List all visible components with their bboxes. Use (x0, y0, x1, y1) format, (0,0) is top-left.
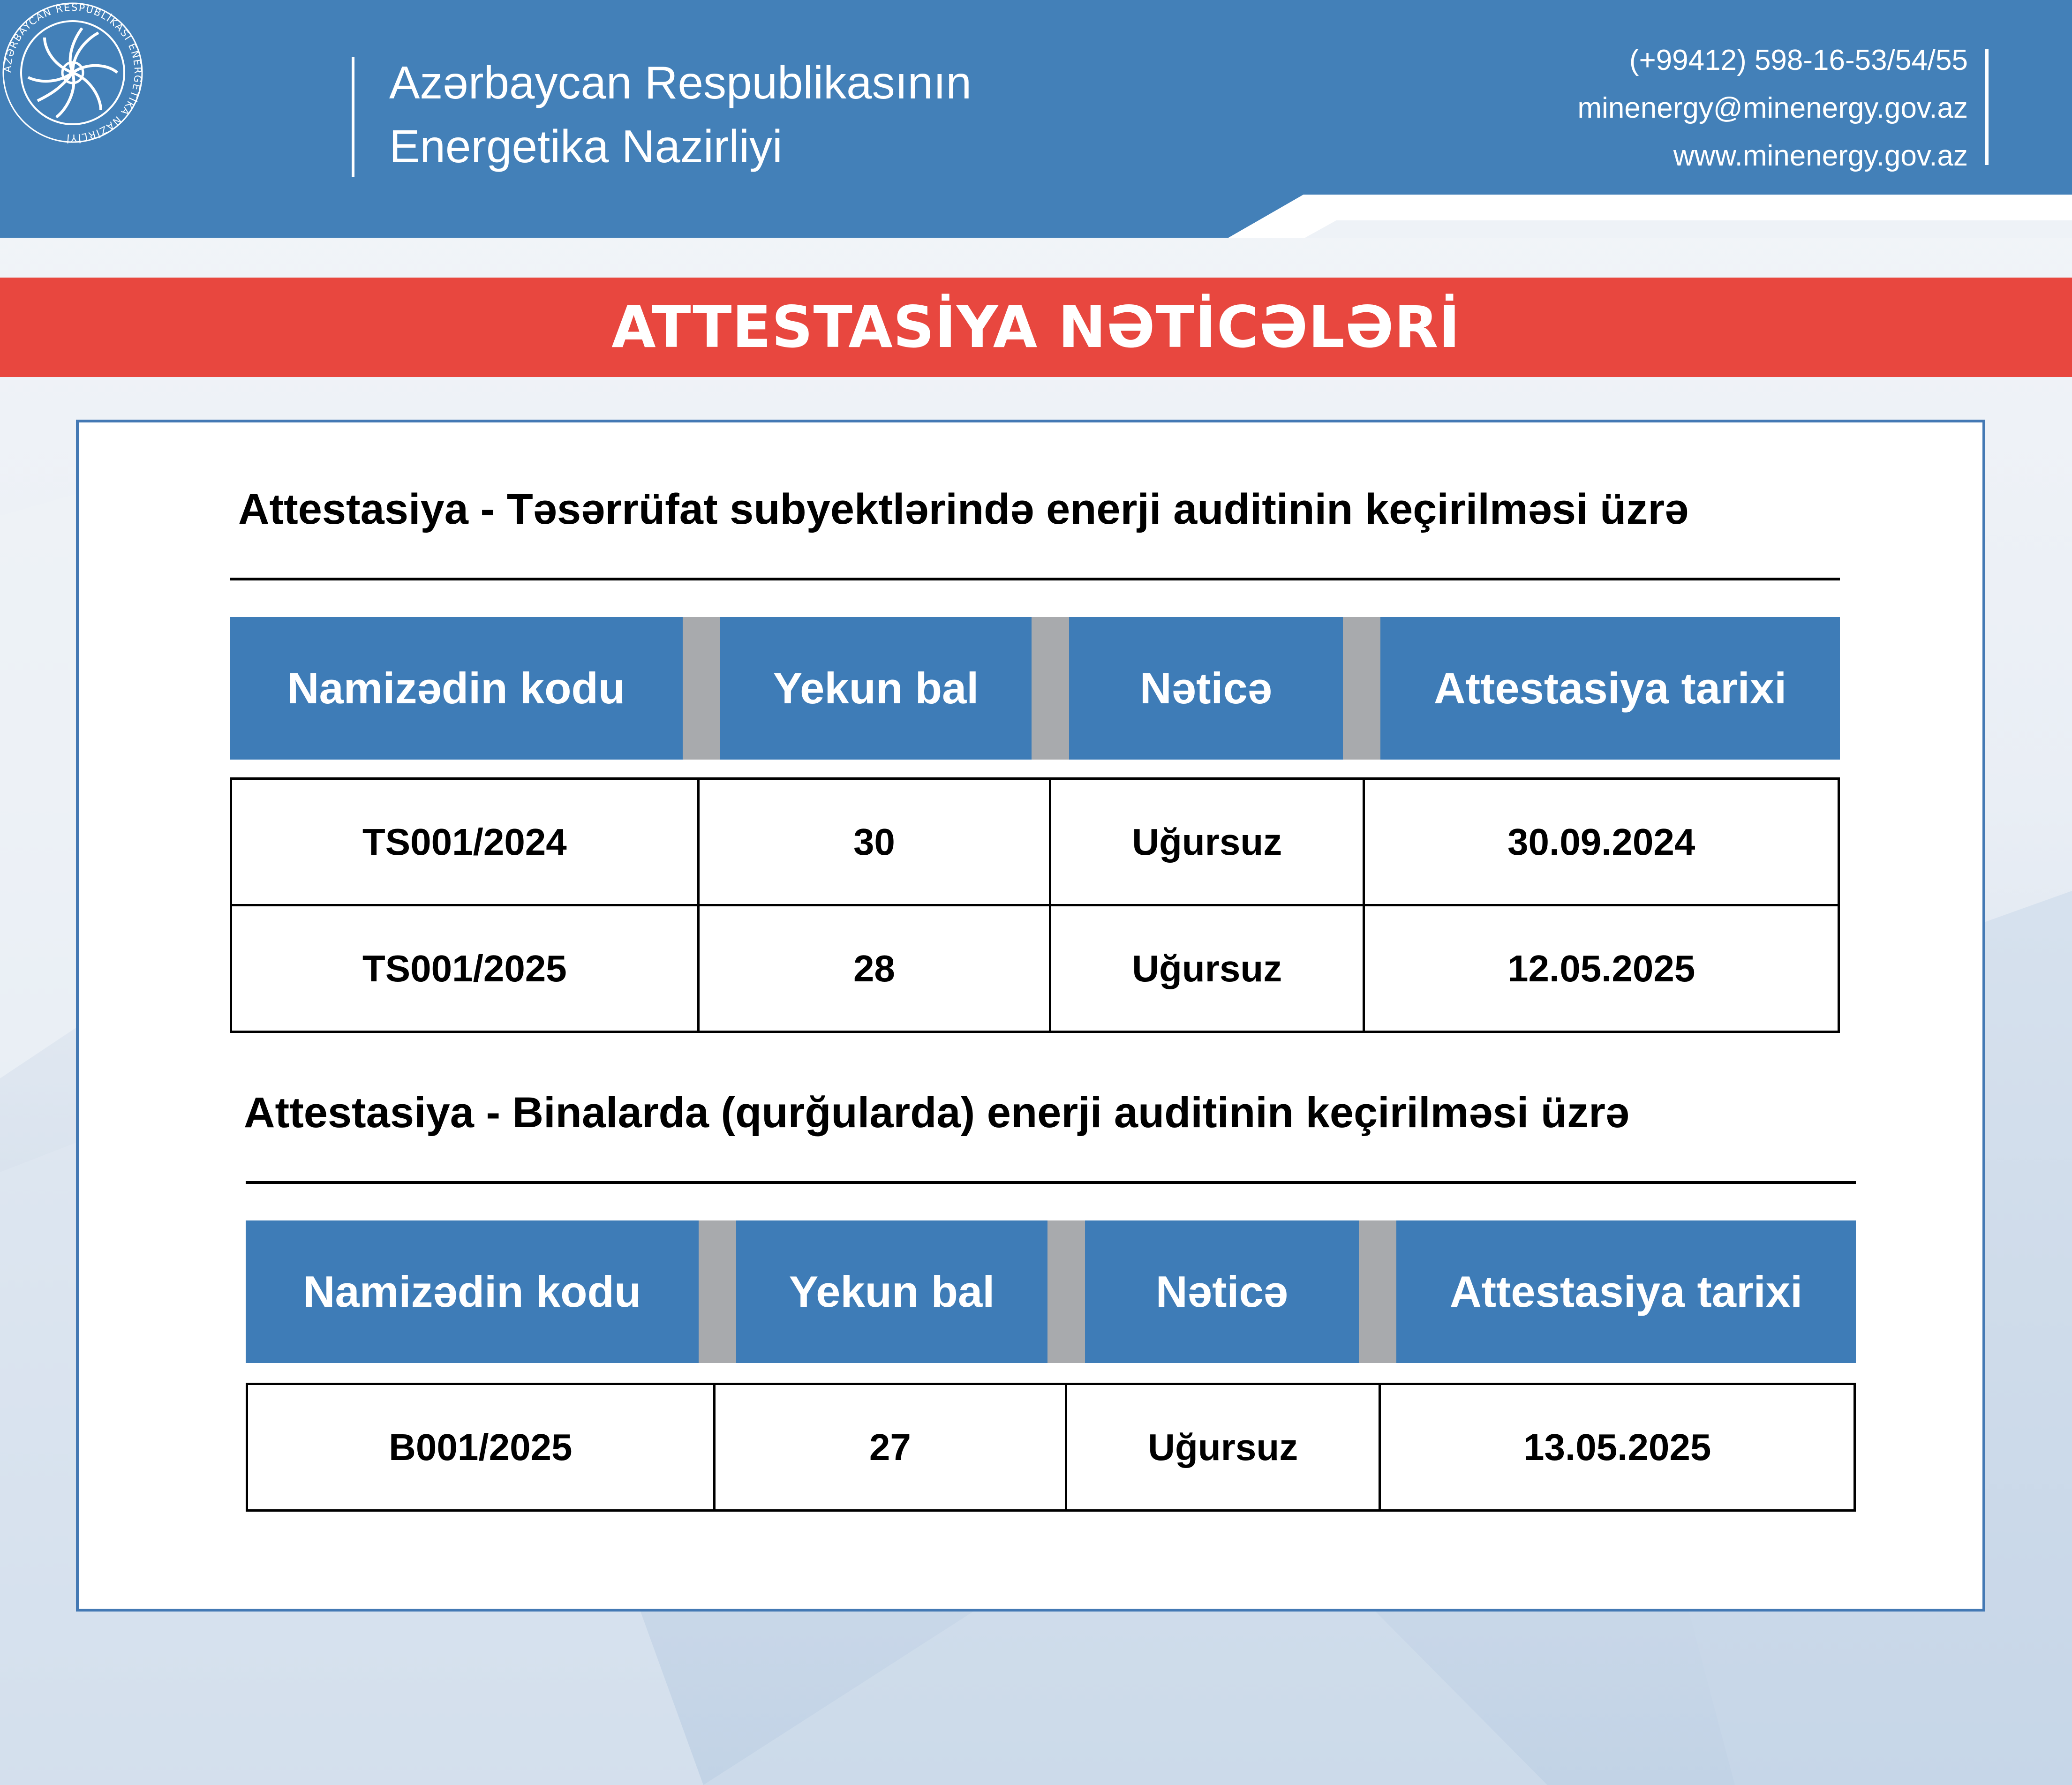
column-header-candidate-code: Namizədin kodu (230, 617, 683, 760)
column-header-result: Nəticə (1069, 617, 1343, 760)
phone-number: (+99412) 598-16-53/54/55 (1629, 44, 1968, 76)
attestation-date: 12.05.2025 (1364, 905, 1839, 1032)
section-title-enterprises: Attestasiya - Təsərrüfat subyektlərində enerji auditinin keçirilməsi üzrə (238, 485, 1689, 533)
column-header-final-score: Yekun bal (720, 617, 1032, 760)
attestation-date: 13.05.2025 (1380, 1384, 1855, 1511)
site-header (0, 0, 2072, 238)
column-header-final-score: Yekun bal (736, 1220, 1047, 1363)
table-header-buildings (246, 1220, 1856, 1363)
column-separator (1047, 1220, 1085, 1363)
table-row (231, 905, 1839, 1032)
contact-info (1577, 37, 1968, 180)
column-header-attestation-date: Attestasiya tarixi (1380, 617, 1840, 760)
org-name-line-2: Energetika Nazirliyi (389, 121, 783, 172)
section-rule (230, 578, 1840, 580)
svg-text:AZƏRBAYCAN RESPUBLİKASI ENERGE: AZƏRBAYCAN RESPUBLİKASI ENERGETİKA NAZİRLİYİ (1, 1, 144, 144)
ministry-logo (0, 0, 145, 145)
website-link[interactable]: www.minenergy.gov.az (1673, 140, 1968, 172)
organization-name (389, 51, 972, 178)
column-header-candidate-code: Namizədin kodu (246, 1220, 699, 1363)
section-rule (246, 1181, 1856, 1184)
result-status: Uğursuz (1050, 905, 1364, 1032)
candidate-code: TS001/2024 (231, 779, 699, 905)
candidate-code: B001/2025 (247, 1384, 715, 1511)
title-banner (0, 278, 2072, 377)
final-score: 27 (714, 1384, 1066, 1511)
column-separator (1032, 617, 1069, 760)
table-row (231, 779, 1839, 905)
column-header-attestation-date: Attestasiya tarixi (1396, 1220, 1856, 1363)
column-separator (1343, 617, 1380, 760)
section-title-buildings: Attestasiya - Binalarda (qurğularda) enerji auditinin keçirilməsi üzrə (244, 1089, 1630, 1137)
email-link[interactable]: minenergy@minenergy.gov.az (1577, 92, 1968, 124)
final-score: 30 (698, 779, 1050, 905)
attestation-date: 30.09.2024 (1364, 779, 1839, 905)
org-name-line-1: Azərbaycan Respublikasının (389, 57, 972, 108)
results-table-enterprises (230, 777, 1840, 1033)
table-row (247, 1384, 1855, 1511)
column-separator (1359, 1220, 1396, 1363)
result-status: Uğursuz (1066, 1384, 1380, 1511)
table-header-enterprises (230, 617, 1840, 760)
final-score: 28 (698, 905, 1050, 1032)
column-header-result: Nəticə (1085, 1220, 1359, 1363)
result-status: Uğursuz (1050, 779, 1364, 905)
column-separator (683, 617, 720, 760)
contacts-divider (1985, 49, 1989, 165)
header-divider (352, 57, 354, 177)
column-separator (699, 1220, 736, 1363)
results-table-buildings (246, 1383, 1856, 1512)
page-title: ATTESTASİYA NƏTİCƏLƏRİ (611, 294, 1461, 361)
candidate-code: TS001/2025 (231, 905, 699, 1032)
results-card (76, 420, 1985, 1612)
